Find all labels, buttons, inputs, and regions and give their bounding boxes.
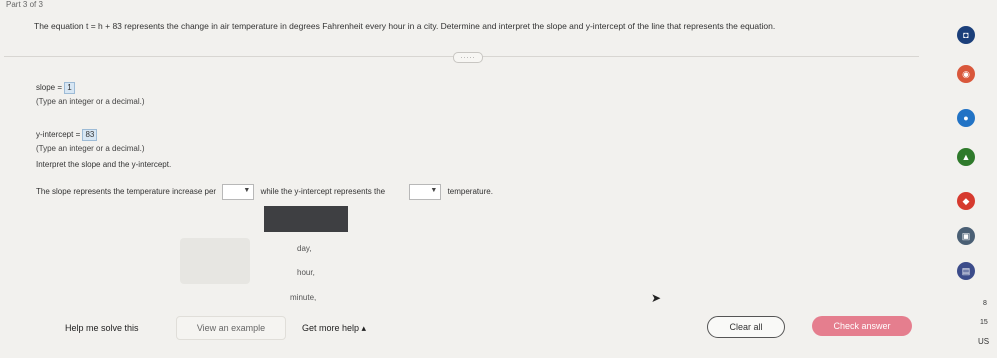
temperature-dropdown[interactable]	[409, 184, 441, 200]
dropdown-option-day[interactable]: day,	[297, 244, 312, 253]
app-icon[interactable]: ▲	[957, 148, 975, 166]
circle-icon[interactable]: ●	[957, 109, 975, 127]
interpret-prompt: Interpret the slope and the y-intercept.	[36, 160, 172, 169]
unit-dropdown[interactable]	[222, 184, 254, 200]
slope-answer-field[interactable]: 1	[64, 82, 74, 94]
get-more-help-button[interactable]: Get more help ▴	[302, 323, 367, 333]
sentence-part3: temperature.	[447, 187, 493, 197]
slope-row	[36, 82, 75, 94]
window-icon[interactable]: ▣	[957, 227, 975, 245]
slope-hint: (Type an integer or a decimal.)	[36, 97, 145, 106]
dropdown-option-hour[interactable]: hour,	[297, 268, 315, 277]
red-app-icon[interactable]: ◆	[957, 192, 975, 210]
chevron-down-icon: ▼	[243, 187, 251, 194]
slope-label: slope =	[36, 83, 63, 92]
calendar-icon[interactable]: ▤	[957, 262, 975, 280]
help-me-solve-button[interactable]: Help me solve this	[65, 323, 139, 333]
sentence-part2: while the y-intercept represents the	[260, 187, 386, 197]
chat-icon[interactable]: ◘	[957, 26, 975, 44]
dropdown-highlight[interactable]	[264, 206, 348, 232]
intercept-row	[36, 129, 97, 141]
expand-handle[interactable]: .....	[453, 52, 483, 63]
check-answer-button[interactable]: Check answer	[812, 316, 912, 336]
interpret-sentence	[36, 184, 493, 200]
part-label: Part 3 of 3	[6, 0, 43, 9]
clear-all-button[interactable]: Clear all	[707, 316, 785, 338]
intercept-label: y-intercept =	[36, 130, 81, 139]
record-icon[interactable]: ◉	[957, 65, 975, 83]
question-text: The equation t = h + 83 represents the change in air temperature in degrees Fahrenheit every hour in a city. Determine and interpret the slope and y-intercept of the line that represents the equation.	[34, 21, 776, 31]
intercept-answer-field[interactable]: 83	[82, 129, 97, 141]
clock-top: 8	[983, 300, 987, 307]
locale-indicator[interactable]: US	[978, 337, 990, 346]
mouse-cursor-icon: ➤	[651, 291, 662, 305]
clock-bottom: 15	[980, 319, 988, 326]
chevron-down-icon: ▼	[430, 187, 438, 194]
view-example-button[interactable]: View an example	[176, 316, 286, 340]
intercept-hint: (Type an integer or a decimal.)	[36, 144, 145, 153]
sentence-part1: The slope represents the temperature increase per	[36, 187, 217, 197]
blurred-panel	[180, 238, 250, 284]
dropdown-option-minute[interactable]: minute,	[290, 293, 317, 302]
